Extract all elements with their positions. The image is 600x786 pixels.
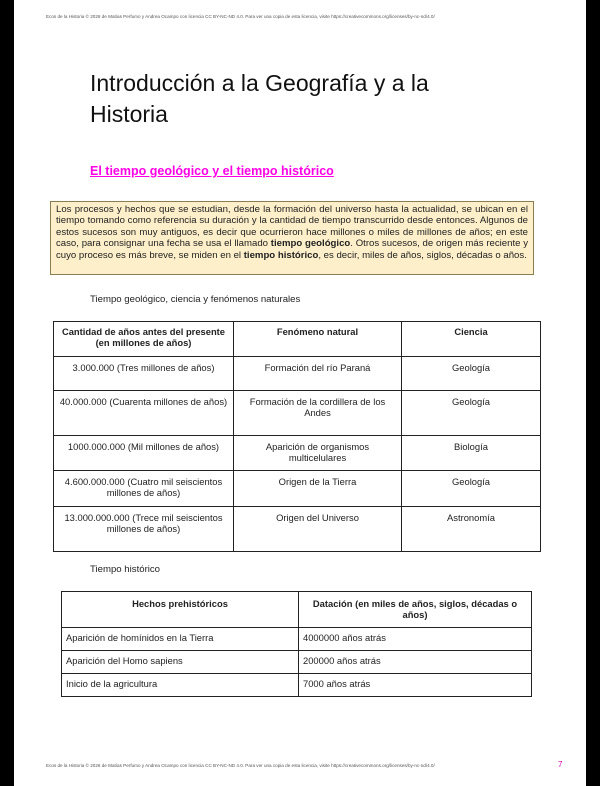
historical-table-caption: Tiempo histórico <box>90 564 161 575</box>
page-title: Introducción a la Geografía y a la Historia <box>90 70 429 127</box>
intro-text-3: , es decir, miles de años, siglos, décadas o años. <box>318 249 527 261</box>
table-row <box>54 436 541 471</box>
table-cell: 13.000.000.000 (Trece mil seiscientos millones de años) <box>54 507 234 552</box>
intro-text-1: Los procesos y hechos que se estudian, desde la formación del universo hasta la actualidad, se ubican en el tiempo tomando como referencia su duración y la cantidad de tiempo transcurrido desde entonces. Algunos de estos sucesos son muy antiguos, es decir que ocurrieron hace millones o miles de millones de años; en este caso, para consignar una fecha se usa el llamado <box>56 204 528 250</box>
geological-time-table <box>53 321 541 552</box>
table-row <box>62 651 532 674</box>
header-license: Ecos de la Historia © 2026 de Matías Perfumo y Andrea Ocampo con licencia CC BY-NC-ND 4.0. Para ver una copia de esta licencia, visite https://creativecommons.org/licenses/by-nc-nd/4.0/ <box>46 14 435 19</box>
table-row <box>54 471 541 507</box>
section-subtitle: El tiempo geológico y el tiempo histórico <box>90 164 334 178</box>
table-cell: Aparición del Homo sapiens <box>62 651 299 674</box>
table-cell: 200000 años atrás <box>299 651 532 674</box>
table-cell: Biología <box>402 436 541 471</box>
table-row <box>54 391 541 436</box>
table-cell: Geología <box>402 391 541 436</box>
table-cell: Aparición de organismos multicelulares <box>234 436 402 471</box>
intro-bold-historico: tiempo histórico <box>243 249 319 261</box>
table-cell: Inicio de la agricultura <box>62 674 299 697</box>
table-cell: Origen de la Tierra <box>234 471 402 507</box>
table-row <box>54 507 541 552</box>
page-number: 7 <box>558 760 563 769</box>
intro-box <box>50 201 534 275</box>
header-cell-years: Cantidad de años antes del presente (en millones de años) <box>54 322 234 357</box>
table-cell: Astronomía <box>402 507 541 552</box>
table-cell: 4.600.000.000 (Cuatro mil seiscientos millones de años) <box>54 471 234 507</box>
table-cell: 4000000 años atrás <box>299 628 532 651</box>
footer-license: Ecos de la Historia © 2026 de Matías Perfumo y Andrea Ocampo con licencia CC BY-NC-ND 4.0. Para ver una copia de esta licencia, visite https://creativecommons.org/licenses/by-nc-nd/4.0/ <box>46 763 435 768</box>
header-cell-dating: Datación (en miles de años, siglos, décadas o años) <box>299 592 532 628</box>
table-cell: 3.000.000 (Tres millones de años) <box>54 357 234 391</box>
table-cell: Geología <box>402 357 541 391</box>
document-page <box>14 0 586 786</box>
geological-table-caption: Tiempo geológico, ciencia y fenómenos naturales <box>90 294 301 305</box>
table-cell: 1000.000.000 (Mil millones de años) <box>54 436 234 471</box>
intro-bold-geologico: tiempo geológico <box>270 238 351 250</box>
historical-time-table <box>61 591 532 697</box>
table-cell: Formación de la cordillera de los Andes <box>234 391 402 436</box>
intro-text-2: . Otros sucesos, de origen más reciente y cuyo proceso es más breve, se miden en el <box>56 238 529 261</box>
table-cell: 40.000.000 (Cuarenta millones de años) <box>54 391 234 436</box>
table-row <box>54 357 541 391</box>
table-row <box>62 674 532 697</box>
table-header-row <box>54 322 541 357</box>
header-cell-prehistoric-facts: Hechos prehistóricos <box>62 592 299 628</box>
header-cell-science: Ciencia <box>402 322 541 357</box>
table-cell: Aparición de homínidos en la Tierra <box>62 628 299 651</box>
table-cell: 7000 años atrás <box>299 674 532 697</box>
table-cell: Geología <box>402 471 541 507</box>
table-cell: Formación del río Paraná <box>234 357 402 391</box>
header-cell-phenomenon: Fenómeno natural <box>234 322 402 357</box>
table-cell: Origen del Universo <box>234 507 402 552</box>
table-row <box>62 628 532 651</box>
table-header-row <box>62 592 532 628</box>
